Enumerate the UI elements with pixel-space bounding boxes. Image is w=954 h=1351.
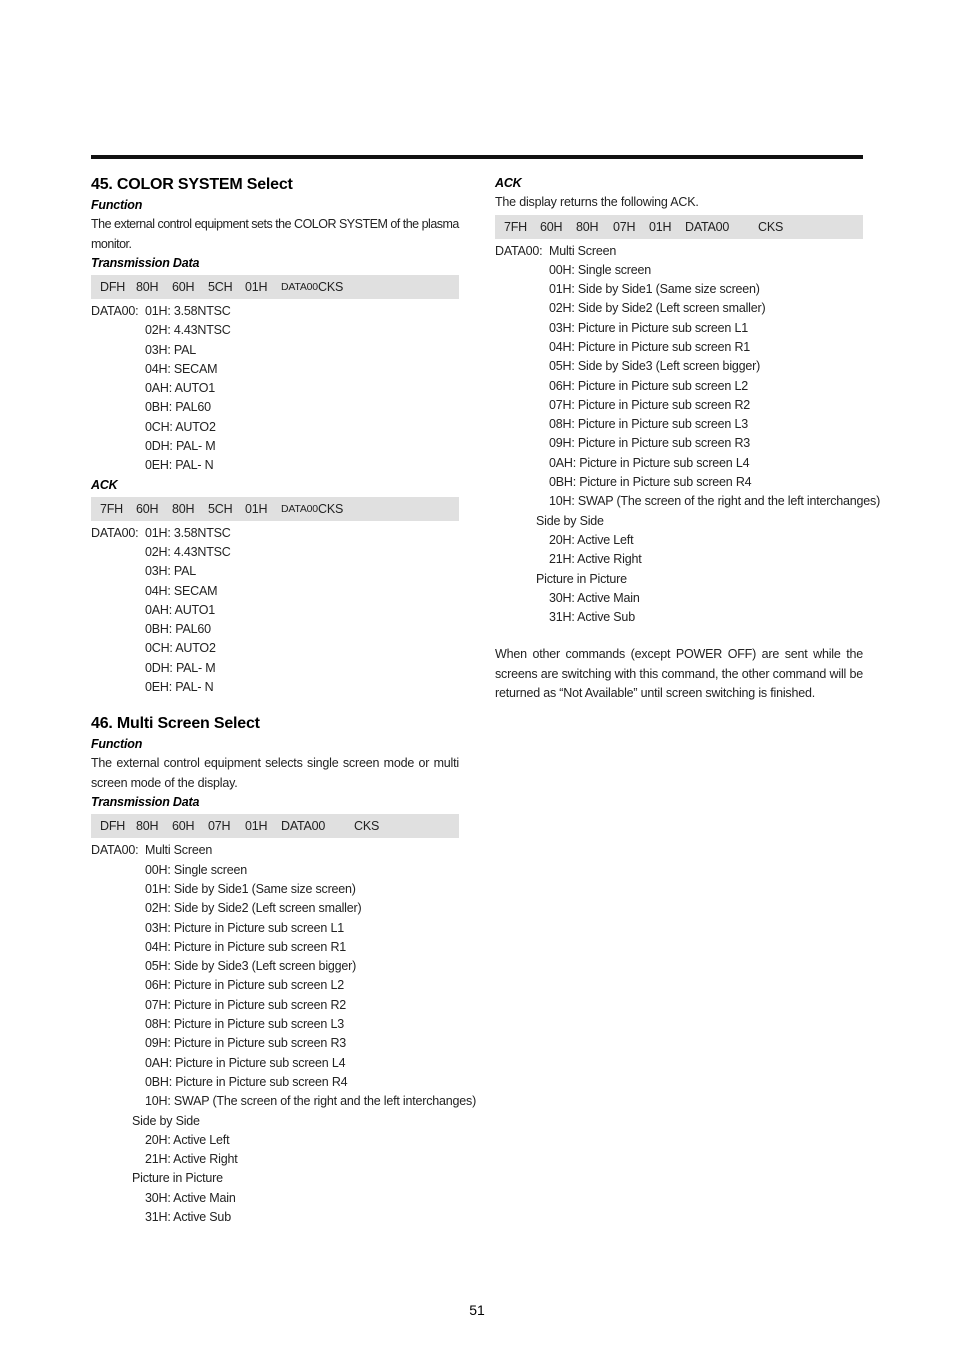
list-heading: Picture in Picture bbox=[536, 571, 627, 586]
cell: DATA00 bbox=[281, 281, 318, 293]
switching-note: When other commands (except POWER OFF) are sent while the screens are switching with this command, the other command will be returned as “Not Available” until screen switching is finished. bbox=[495, 647, 863, 701]
section-45-ack-label: ACK bbox=[91, 477, 118, 492]
list-item: 05H: Side by Side3 (Left screen bigger) bbox=[549, 359, 761, 374]
cell: 07H bbox=[613, 219, 636, 234]
data-label: DATA00: bbox=[91, 843, 139, 858]
list-item: 0EH: PAL- N bbox=[145, 680, 214, 695]
section-45-function-text: The external control equipment sets the COLOR SYSTEM of the plasma monitor. bbox=[91, 217, 459, 251]
list-item: 04H: SECAM bbox=[145, 583, 218, 598]
cell: 5CH bbox=[208, 280, 233, 294]
section-45-transmission-label: Transmission Data bbox=[91, 256, 200, 270]
list-item: 0BH: Picture in Picture sub screen R4 bbox=[145, 1074, 348, 1089]
list-heading: Side by Side bbox=[132, 1113, 200, 1128]
list-item: 20H: Active Left bbox=[145, 1132, 230, 1147]
section-46-ack-bar bbox=[495, 215, 863, 239]
list-item: 31H: Active Sub bbox=[145, 1209, 231, 1224]
cell: 01H bbox=[245, 280, 268, 294]
section-46-transmission-label: Transmission Data bbox=[91, 795, 200, 810]
list-item: 00H: Single screen bbox=[549, 262, 652, 277]
list-heading: Multi Screen bbox=[549, 243, 617, 258]
list-item: 09H: Picture in Picture sub screen R3 bbox=[145, 1036, 347, 1051]
top-rule bbox=[91, 155, 863, 159]
list-item: 0BH: PAL60 bbox=[145, 400, 211, 415]
section-46-transmission-bar bbox=[91, 814, 459, 838]
list-item: 02H: 4.43NTSC bbox=[145, 544, 231, 559]
list-item: 0AH: AUTO1 bbox=[145, 381, 216, 396]
list-item: 0BH: Picture in Picture sub screen R4 bbox=[549, 475, 752, 490]
list-item: 06H: Picture in Picture sub screen L2 bbox=[145, 978, 344, 993]
cell: DFH bbox=[100, 819, 126, 834]
section-46-title: 46. Multi Screen Select bbox=[91, 715, 260, 733]
list-item: 02H: Side by Side2 (Left screen smaller) bbox=[549, 301, 766, 316]
list-heading: Picture in Picture bbox=[132, 1171, 223, 1186]
cell: CKS bbox=[758, 219, 784, 234]
list-item: 03H: PAL bbox=[145, 564, 196, 579]
list-item: 0BH: PAL60 bbox=[145, 622, 211, 637]
cell: DATA00 bbox=[281, 502, 318, 515]
section-45-function-label: Function bbox=[91, 198, 143, 212]
list-item: 04H: Picture in Picture sub screen R1 bbox=[145, 939, 347, 954]
cell: 80H bbox=[172, 501, 195, 516]
cell: CKS bbox=[318, 501, 344, 516]
cell: 80H bbox=[576, 219, 599, 234]
list-item: 03H: PAL bbox=[145, 342, 196, 357]
cell: 5CH bbox=[208, 501, 233, 516]
list-item: 21H: Active Right bbox=[145, 1152, 238, 1167]
cell: DFH bbox=[100, 280, 126, 294]
list-item: 07H: Picture in Picture sub screen R2 bbox=[145, 997, 347, 1012]
section-46-data-list bbox=[91, 841, 477, 1227]
list-item: 02H: 4.43NTSC bbox=[145, 323, 231, 338]
list-item: 01H: 3.58NTSC bbox=[145, 304, 231, 318]
list-item: 0EH: PAL- N bbox=[145, 458, 214, 473]
cell: 80H bbox=[136, 819, 159, 834]
cell: 60H bbox=[540, 219, 563, 234]
list-heading: Multi Screen bbox=[145, 843, 213, 858]
section-45-data-list bbox=[91, 302, 459, 476]
list-item: 0AH: Picture in Picture sub screen L4 bbox=[549, 455, 750, 470]
list-heading: Side by Side bbox=[536, 513, 604, 528]
cell: DATA00 bbox=[685, 219, 730, 234]
cell: 80H bbox=[136, 280, 159, 294]
list-item: 0CH: AUTO2 bbox=[145, 419, 216, 434]
cell: 07H bbox=[208, 819, 231, 834]
section-46-ack-data-list bbox=[495, 242, 881, 628]
page-number: 51 bbox=[469, 1302, 485, 1318]
list-item: 21H: Active Right bbox=[549, 552, 642, 567]
list-item: 10H: SWAP (The screen of the right and the left interchanges) bbox=[145, 1094, 477, 1109]
list-item: 30H: Active Main bbox=[549, 590, 640, 605]
left-column bbox=[91, 174, 477, 1227]
data-label: DATA00: bbox=[91, 304, 139, 318]
cell: 7FH bbox=[100, 501, 124, 516]
list-item: 30H: Active Main bbox=[145, 1190, 236, 1205]
data-label: DATA00: bbox=[495, 243, 543, 258]
list-item: 05H: Side by Side3 (Left screen bigger) bbox=[145, 959, 357, 974]
cell: 01H bbox=[245, 819, 268, 834]
cell: CKS bbox=[354, 819, 380, 834]
list-item: 01H: 3.58NTSC bbox=[145, 525, 231, 540]
cell: 60H bbox=[172, 280, 195, 294]
section-45-transmission-bar bbox=[91, 275, 459, 299]
cell: 01H bbox=[649, 219, 672, 234]
list-item: 08H: Picture in Picture sub screen L3 bbox=[145, 1017, 344, 1032]
section-46-function-text: The external control equipment selects single screen mode or multi screen mode of the display. bbox=[91, 756, 459, 790]
list-item: 03H: Picture in Picture sub screen L1 bbox=[145, 920, 344, 935]
cell: 60H bbox=[172, 819, 195, 834]
cell: 60H bbox=[136, 501, 159, 516]
list-item: 00H: Single screen bbox=[145, 862, 248, 877]
list-item: 04H: SECAM bbox=[145, 361, 218, 376]
cell: 01H bbox=[245, 501, 268, 516]
list-item: 01H: Side by Side1 (Same size screen) bbox=[549, 282, 760, 297]
list-item: 04H: Picture in Picture sub screen R1 bbox=[549, 339, 751, 354]
cell: 7FH bbox=[504, 219, 528, 234]
data-label: DATA00: bbox=[91, 525, 139, 540]
list-item: 0CH: AUTO2 bbox=[145, 641, 216, 656]
list-item: 06H: Picture in Picture sub screen L2 bbox=[549, 378, 748, 393]
section-46-function-label: Function bbox=[91, 737, 143, 752]
list-item: 01H: Side by Side1 (Same size screen) bbox=[145, 881, 356, 896]
right-column bbox=[495, 174, 881, 704]
list-item: 07H: Picture in Picture sub screen R2 bbox=[549, 397, 751, 412]
section-45-ack-data-list bbox=[91, 524, 459, 698]
list-item: 31H: Active Sub bbox=[549, 610, 635, 625]
list-item: 0AH: AUTO1 bbox=[145, 602, 216, 617]
list-item: 03H: Picture in Picture sub screen L1 bbox=[549, 320, 748, 335]
list-item: 08H: Picture in Picture sub screen L3 bbox=[549, 417, 748, 432]
list-item: 02H: Side by Side2 (Left screen smaller) bbox=[145, 901, 362, 916]
section-46-ack-text: The display returns the following ACK. bbox=[495, 195, 699, 209]
list-item: 0AH: Picture in Picture sub screen L4 bbox=[145, 1055, 346, 1070]
section-45-title: 45. COLOR SYSTEM Select bbox=[91, 176, 293, 193]
cell: DATA00 bbox=[281, 819, 326, 834]
list-item: 10H: SWAP (The screen of the right and the left interchanges) bbox=[549, 494, 881, 509]
list-item: 0DH: PAL- M bbox=[145, 660, 216, 675]
cell: CKS bbox=[318, 280, 344, 294]
list-item: 0DH: PAL- M bbox=[145, 439, 216, 454]
section-45-ack-bar bbox=[91, 497, 459, 521]
list-item: 20H: Active Left bbox=[549, 532, 634, 547]
section-46-ack-label: ACK bbox=[495, 176, 522, 190]
list-item: 09H: Picture in Picture sub screen R3 bbox=[549, 436, 751, 451]
